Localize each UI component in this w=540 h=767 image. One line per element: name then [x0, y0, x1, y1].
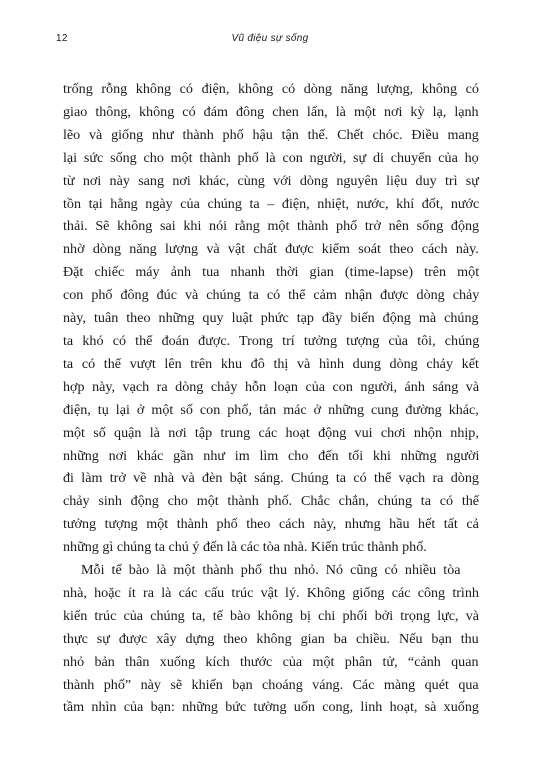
paragraph: [63, 559, 479, 719]
text-line: tồn tại hằng ngày của chúng ta – điện, nhiệt, nước, khí đốt, nước: [63, 195, 480, 212]
text-line: tầm nhìn của bạn: những bức tường uốn cong, linh hoạt, sà xuống: [63, 699, 479, 716]
paragraph: [63, 78, 479, 559]
text-line: đi làm trở về nhà và đèn bật sáng. Chúng ta có thể vạch ra dòng: [63, 470, 479, 487]
text-line: từ nơi này sang nơi khác, cùng với dòng nguyên liệu duy trì sự: [63, 172, 479, 189]
text-line: Đặt chiếc máy ảnh tua nhanh thời gian (time-lapse) trên một: [63, 264, 480, 281]
text-line: ta có thể vượt lên trên khu đô thị và hình dung dòng chảy kết: [63, 355, 479, 372]
text-line: thải. Sẽ không sai khi nói rằng một thành phố trở nên sống động: [63, 218, 480, 235]
text-line: tưởng tượng một thành phố theo cách này, nhưng hầu hết tất cả: [63, 516, 479, 533]
text-line: lại sức sống cho một thành phố là con người, sự di chuyển của họ: [63, 149, 479, 166]
text-line: lẽo và giống như thành phố hậu tận thế. Chết chóc. Điều mang: [63, 126, 479, 143]
page-header: [56, 33, 484, 49]
text-line: ta khó có thể đoán được. Trong trí tưởng tượng của tôi, chúng: [63, 332, 480, 349]
text-line: con phố đông đúc và chúng ta có thể cảm nhận được dòng chảy: [63, 287, 480, 304]
text-line: chảy sinh động cho một thành phố. Chắc chắn, chúng ta có thể: [63, 493, 480, 510]
page-number: 12: [56, 33, 68, 44]
text-line: hợp này, vạch ra dòng chảy hỗn loạn của con người, ánh sáng và: [63, 378, 480, 395]
text-line: những nơi khác gần như im lìm cho đến tối khi những người: [63, 447, 480, 464]
text-line: trống rỗng không có điện, không có dòng năng lượng, không có: [63, 81, 479, 97]
text-line: này, tuân theo những quy luật phức tạp đầy biến động mà chúng: [63, 310, 479, 327]
text-line: Mỗi tế bào là một thành phố thu nhỏ. Nó cũng có nhiều tòa: [81, 562, 461, 579]
text-line: kiến trúc của chúng ta, tế bào không bị chi phối bởi trọng lực, và: [63, 607, 479, 624]
running-title: Vũ điệu sự sống: [231, 33, 309, 44]
text-line: thực sự được xây dựng theo không gian ba chiều. Nếu bạn thu: [63, 630, 479, 647]
text-line: giao thông, không có đám đông chen lấn, là một nơi kỳ lạ, lạnh: [63, 103, 479, 120]
text-line: nhờ dòng năng lượng và vật chất được kiểm soát theo cách này.: [63, 241, 479, 258]
text-line: nhà, hoặc ít ra là các cấu trúc vật lý. Không giống các công trình: [63, 584, 479, 601]
text-line: thành phố” này sẽ khiến bạn choáng váng. Các màng quét qua: [63, 676, 479, 693]
text-line: nhỏ bản thân xuống kích thước của một phân tử, “cảnh quan: [63, 653, 479, 670]
text-line: điện, tụ lại ở một số con phố, tản mác ở những cung đường khác,: [63, 401, 479, 418]
text-line: một số quận là nơi tập trung các hoạt động vui chơi nhộn nhịp,: [63, 424, 479, 441]
body-text: [63, 78, 479, 719]
text-line: những gì chúng ta chú ý đến là các tòa nhà. Kiến trúc thành phố.: [63, 539, 427, 556]
